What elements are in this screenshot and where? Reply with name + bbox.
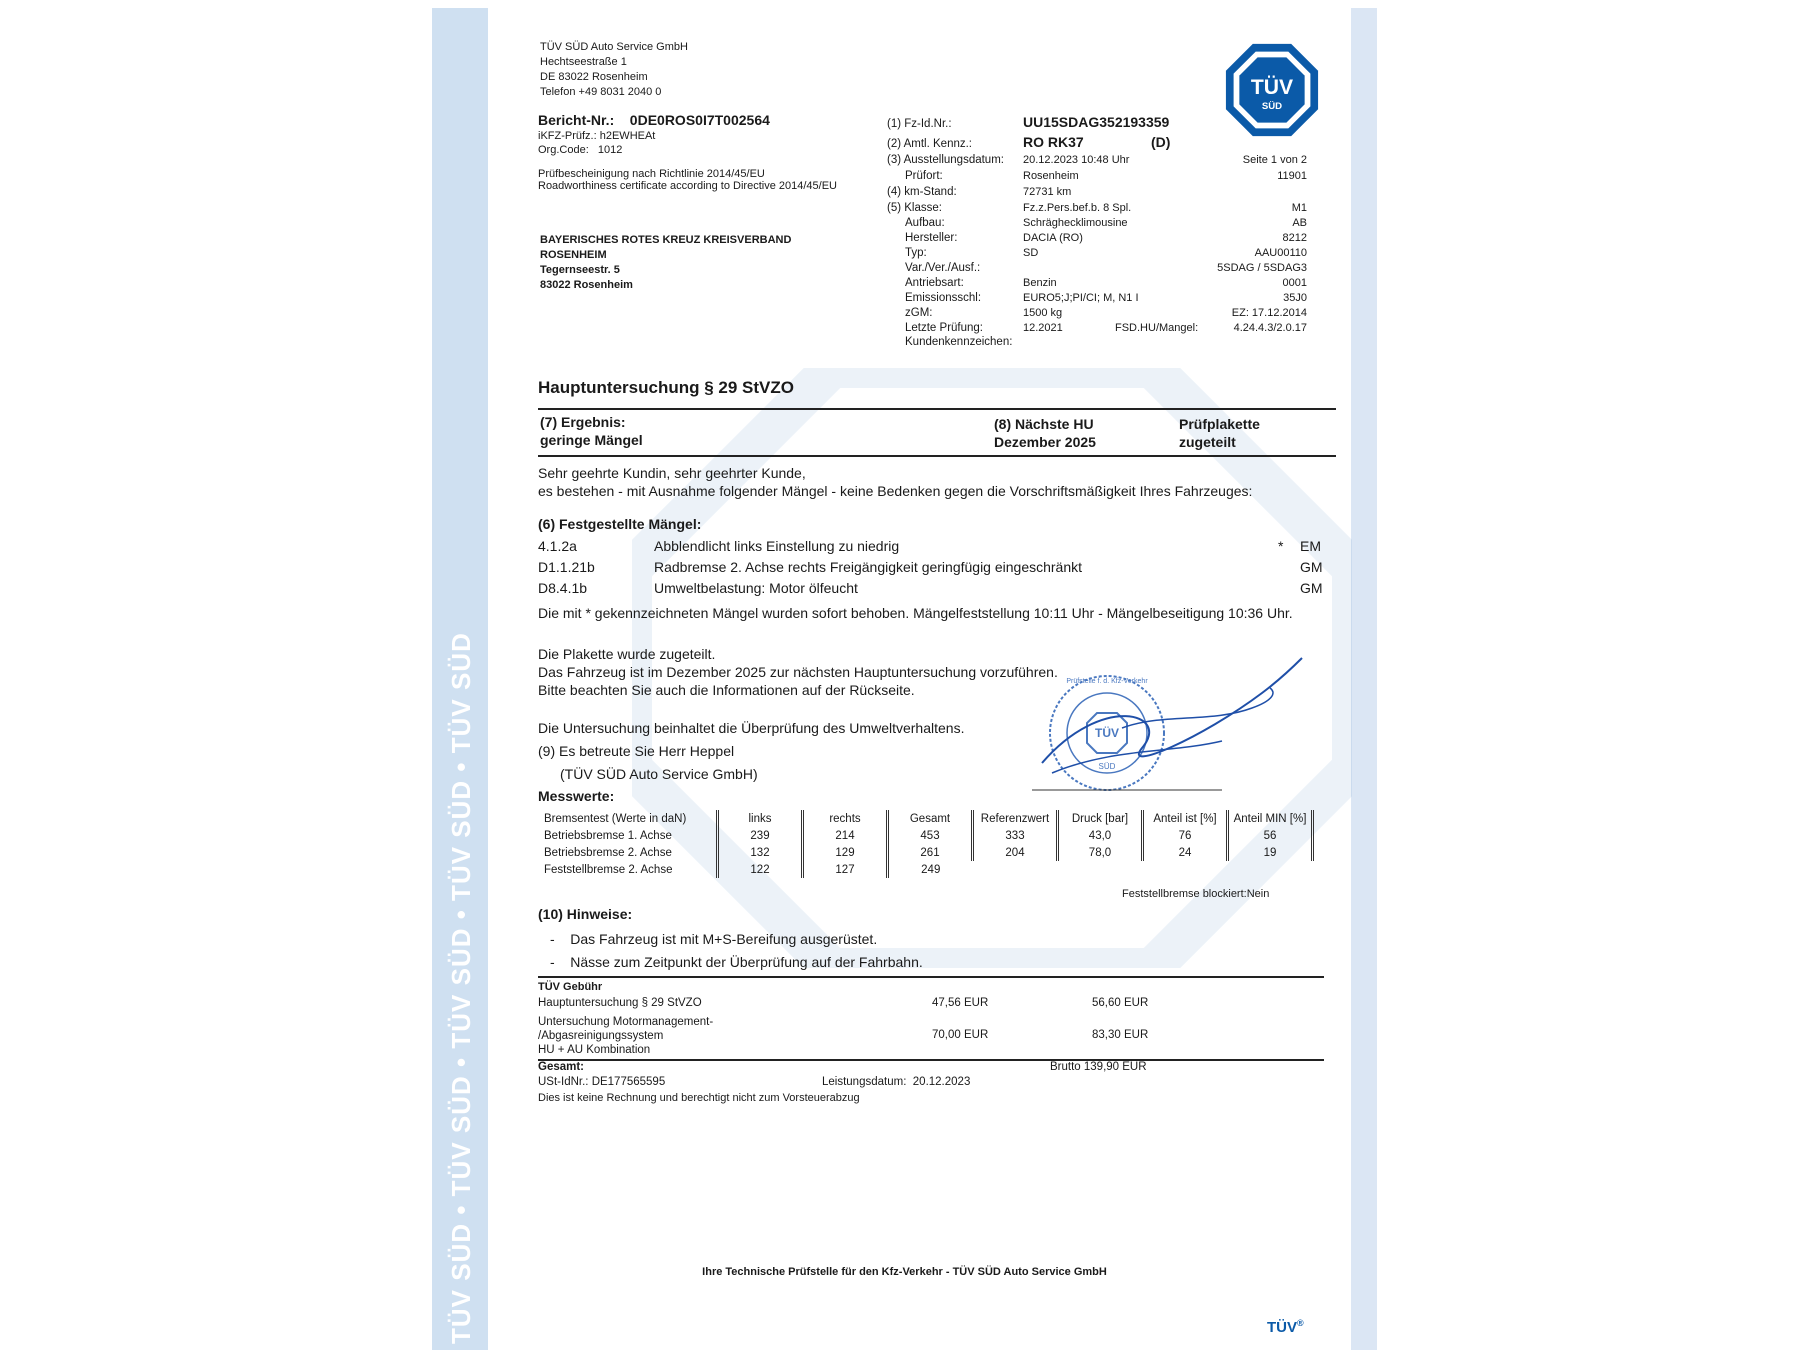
footer-logo: TÜV® (1267, 1318, 1304, 1336)
sender-company: TÜV SÜD Auto Service GmbH (540, 41, 688, 53)
next-inspection-value: Dezember 2025 (994, 434, 1096, 450)
report-number: 0DE0ROS0I7T002564 (629, 112, 770, 128)
defect-level: GM (1300, 580, 1323, 596)
org-code-line: Org.Code: 1012 (538, 144, 623, 156)
defects-note: Die mit * gekennzeichneten Mängel wurden sofort behoben. Mängelfeststellung 10:11 Uhr - Mängelbeseitigung 10:36 Uhr. (538, 605, 1293, 621)
brake-header-row: Bremsentest (Werte in daN) links rechts Gesamt Referenzwert Druck [bar] Anteil ist [%] Anteil MIN [%] (540, 810, 1313, 827)
result-top-rule (538, 408, 1336, 410)
greeting: Sehr geehrte Kundin, sehr geehrter Kunde, es bestehen - mit Ausnahme folgender Mängel - keine Bedenken gegen die Vorschriftsmäßigkeit Ihres Fahrzeuges: (538, 465, 1253, 499)
svg-text:TÜV: TÜV (1095, 726, 1119, 740)
certificate-page: TÜV SÜD • TÜV SÜD • TÜV SÜD • TÜV SÜD • TÜV SÜD TÜV SÜD Auto Service GmbH Hechtseestraße 1 DE 83022 Rosenheim Telefon +49 8031 2040 0 TÜV SÜD Bericht-Nr.: 0DE0ROS0I7T002564 iKFZ-Prüfz.: h2EWHEAt Org.Code: 1012 Prüfbescheinigung nach Richtlinie 2014/45/EU Roadworthiness certificate according to Directive 2014/45/EU BAYERISCHES ROTES KREUZ KREISVERBAND ROSENHEIM Tegernseestr. 5 83022 Rosenheim (1) Fz-Id.Nr.: UU15SDAG352193359 (2) Amtl. Kennz.: RO RK37 (D) (3) Ausstellungsdatum: 20.12.2023 10:48 Uhr Seite 1 von 2 Prüfort: Rosenheim 11901 (4) km-Stand: 72731 km (5) Klasse: Fz.z.Pers.bef.b. 8 Spl. M1 Aufbau: Schräghecklimousine AB Hersteller: DACIA (RO) 8212 Typ: SD AAU00110 Var./Ver./Ausf.: 5SDAG / 5SDAG3 Antriebsart: Benzin 0001 Emissionsschl: EURO5;J;PI/CI; M, N1 I 35J0 zGM: 1500 kg EZ: 17.12.2014 Letzte Prüfung: 12.2021 FSD.HU/Mangel: 4.24.4.3/2.0.17 Kundenkennzeichen: Hauptuntersuchung § 29 StVZO (7) Ergebnis: geringe Mängel (8) Nächste HU Dezember 2025 Prüfplakette zugeteilt Sehr geehrte Kundin, sehr geehrter Kunde, es bestehen - mit Ausnahme folgender Mängel - keine Bedenken gegen die Vorschriftsmäßigkeit Ihres Fahrzeuges: (6) Festgestellte Mängel: 4.1.2a Abblendlicht links Einstellung zu niedrig * EM D1.1.21b Radbremse 2. Achse rechts Freigängigkeit geringfügig eingeschränkt GM D8.4.1b Umweltbelastung: Motor ölfeucht GM Die mit * gekennzeichneten Mängel wurden sofort behoben. Mängelfeststellung 10:11 Uhr - Mängelbeseitigung 10:36 Uhr. Die Plakette wurde zugeteilt. Das Fahrzeug ist im Dezember 2025 zur nächsten Hauptuntersuchung vorzuführen. Bitte beachten Sie auch die Informationen auf der Rückseite. Die Untersuchung beinhaltet die Überprüfung des Umweltverhaltens. (9) Es betreute Sie Herr Heppel (TÜV SÜD Auto Service GmbH) TÜV SÜD Prüfstelle f. d. Kfz-Verkehr Messwerte: Bremsentest (Werte in daN) links rechts Gesamt Referenzwert Druck [bar] Anteil ist [%] Anteil MIN [%] Betriebsbremse 1. Achse 239 214 453 333 43,0 76 56 Betriebsbremse 2. Achse 132 129 261 204 78,0 24 19 Feststellbremse 2. Achse 122 127 249 Feststellbremse blockiert:Nein (10) Hinweise: - Das Fahrzeug ist mit M+S-Bereifung ausgerüstet. - Nässe zum Zeitpunkt der Überprüfung auf der Fahrbahn. TÜV Gebühr Hauptuntersuchung § 29 StVZO 47,56 EUR 56,60 EUR Untersuchung Motormanagement- /Abgasreinigungssystem HU + AU Kombination 70,00 EUR 83,30 EUR Gesamt: Brutto 139,90 EUR USt-IdNr.: DE177565595 Leistungsdatum: 20.12.2023 Dies ist keine Rechnung und berechtigt nicht zum Vorsteuerabzug Ihre Technische Prüfstelle für den Kfz-Verkehr - TÜV SÜD Auto Service GmbH TÜV® (432, 8, 1377, 1350)
parking-brake-blocked: Feststellbremse blockiert:Nein (1122, 888, 1270, 900)
fees-top-rule (538, 976, 1324, 978)
table-row: Feststellbremse 2. Achse 122 127 249 (540, 861, 1313, 878)
sender-street: Hechtseestraße 1 (540, 56, 627, 68)
notes-list (550, 928, 923, 974)
vat-id: USt-IdNr.: DE177565595 (538, 1076, 666, 1088)
result-value: geringe Mängel (540, 432, 643, 448)
fee-net: 47,56 EUR (932, 997, 989, 1009)
svg-text:TÜV: TÜV (1250, 75, 1294, 99)
environment-paragraph: Die Untersuchung beinhaltet die Überprüfung des Umweltverhaltens. (538, 720, 965, 736)
svg-text:SÜD: SÜD (1098, 762, 1116, 771)
service-date: Leistungsdatum: 20.12.2023 (822, 1076, 971, 1088)
defect-code: 4.1.2a (538, 538, 577, 554)
svg-text:SÜD: SÜD (1261, 101, 1283, 113)
defect-level: GM (1300, 559, 1323, 575)
defect-text: Abblendlicht links Einstellung zu niedrig (654, 538, 900, 554)
list-item: - Das Fahrzeug ist mit M+S-Bereifung ausgerüstet. (550, 931, 878, 947)
defect-code: D8.4.1b (538, 580, 588, 596)
notes-title: (10) Hinweise: (538, 906, 633, 922)
defect-text: Umweltbelastung: Motor ölfeucht (654, 580, 858, 596)
directive-en: Roadworthiness certificate according to Directive 2014/45/EU (538, 180, 837, 192)
defect-text: Radbremse 2. Achse rechts Freigängigkeit geringfügig eingeschränkt (654, 559, 1083, 575)
vehicle-id: UU15SDAG352193359 (1023, 114, 1170, 130)
vehicle-details: (1) Fz-Id.Nr.: UU15SDAG352193359 (2) Amtl. Kennz.: RO RK37 (D) (3) Ausstellungsdatum: 20.12.2023 10:48 Uhr Seite 1 von 2 Prüfort: Rosenheim 11901 (4) km-Stand: 72731 km (5) Klasse: Fz.z.Pers.bef.b. 8 Spl. M1 Aufbau: Schräghecklimousine AB Hersteller: DACIA (RO) 8212 Typ: SD AAU00110 Var./Ver./Ausf.: 5SDAG / 5SDAG3 Antriebsart: Benzin 0001 Emissionsschl: EURO5;J;PI/CI; M, N1 I 35J0 zGM: 1500 kg EZ: 17.12.2014 Letzte Prüfung: 12.2021 FSD.HU/Mangel: 4.24.4.3/2.0.17 Kundenkennzeichen: (887, 114, 1307, 348)
directive-de: Prüfbescheinigung nach Richtlinie 2014/45/EU (538, 168, 765, 180)
report-info (538, 112, 868, 192)
svg-text:Prüfstelle f. d. Kfz-Verkehr: Prüfstelle f. d. Kfz-Verkehr (1066, 678, 1148, 685)
sender-city: DE 83022 Rosenheim (540, 71, 648, 83)
left-brand-stripe (432, 8, 488, 1350)
list-item: - Nässe zum Zeitpunkt der Überprüfung auf der Fahrbahn. (550, 954, 923, 970)
inspector-line: (9) Es betreute Sie Herr Heppel (538, 743, 735, 759)
fee-gross: 56,60 EUR (1092, 997, 1149, 1009)
footer-line: Ihre Technische Prüfstelle für den Kfz-Verkehr - TÜV SÜD Auto Service GmbH (702, 1266, 1107, 1278)
report-number-line: Bericht-Nr.: 0DE0ROS0I7T002564 (538, 112, 770, 128)
fee-gross: 83,30 EUR (1092, 1029, 1149, 1041)
defects-title: (6) Festgestellte Mängel: (538, 516, 702, 532)
sender-phone: Telefon +49 8031 2040 0 (540, 86, 662, 98)
sender-address (540, 40, 688, 100)
next-inspection-block: (8) Nächste HU Dezember 2025 (994, 416, 1096, 450)
fees-total: Brutto 139,90 EUR (1050, 1061, 1147, 1073)
official-stamp-signature (1022, 653, 1322, 813)
defect-code: D1.1.21b (538, 559, 595, 575)
fee-net: 70,00 EUR (932, 1029, 989, 1041)
ikfz-line: iKFZ-Prüfz.: h2EWHEAt (538, 130, 656, 142)
fees-total-rule (538, 1059, 1324, 1061)
invoice-disclaimer: Dies ist keine Rechnung und berechtigt nicht zum Vorsteuerabzug (538, 1092, 860, 1104)
brake-test-table (540, 810, 1314, 878)
inspector-company: (TÜV SÜD Auto Service GmbH) (560, 766, 758, 782)
fees-title: TÜV Gebühr (538, 981, 603, 993)
stripe-brand-text: TÜV SÜD • TÜV SÜD • TÜV SÜD • TÜV SÜD • TÜV SÜD (446, 632, 476, 1344)
section-title: Hauptuntersuchung § 29 StVZO (538, 378, 794, 397)
right-brand-stripe (1351, 8, 1377, 1350)
plakette-paragraph: Die Plakette wurde zugeteilt. Das Fahrzeug ist im Dezember 2025 zur nächsten Hauptuntersuchung vorzuführen. Bitte beachten Sie auch die Informationen auf der Rückseite. (538, 646, 1058, 698)
table-row: Betriebsbremse 2. Achse 132 129 261 204 78,0 24 19 (540, 844, 1313, 861)
fee-row-2-label: Untersuchung Motormanagement- /Abgasreinigungssystem HU + AU Kombination (538, 1016, 714, 1056)
table-row: Betriebsbremse 1. Achse 239 214 453 333 43,0 76 56 (540, 827, 1313, 844)
result-block: (7) Ergebnis: geringe Mängel (540, 414, 643, 448)
result-bottom-rule (538, 455, 1336, 457)
plakette-block: Prüfplakette zugeteilt (1179, 416, 1260, 450)
defect-fixed-mark: * (1278, 538, 1284, 554)
defect-level: EM (1300, 538, 1321, 554)
recipient-address: BAYERISCHES ROTES KREUZ KREISVERBAND ROSENHEIM Tegernseestr. 5 83022 Rosenheim (540, 234, 792, 291)
licence-plate: RO RK37 (1023, 134, 1084, 150)
page-indicator: Seite 1 von 2 (1242, 154, 1307, 166)
measurements-title: Messwerte: (538, 788, 615, 804)
